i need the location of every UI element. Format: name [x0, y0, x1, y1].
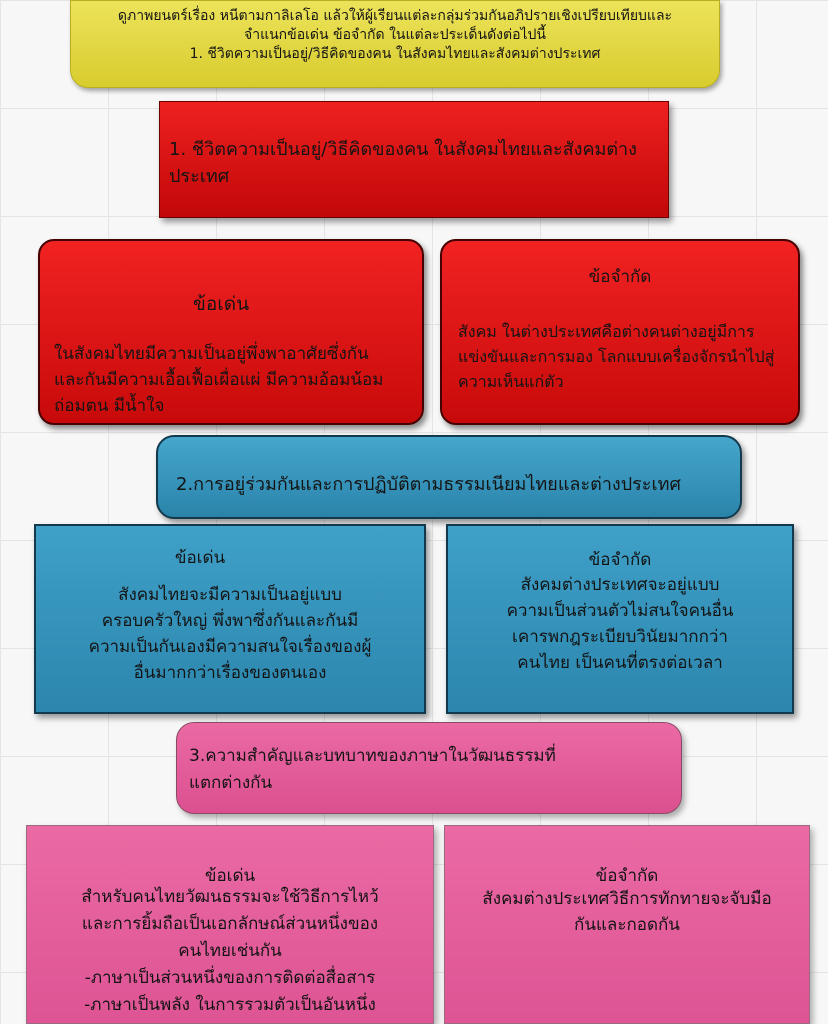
section3-limitation-line: กันและกอดกัน [574, 915, 680, 935]
section2-advantage-line: ครอบครัวใหญ่ พึ่งพาซึ่งกันและกันมี [101, 611, 359, 631]
section1-advantage-box [38, 239, 424, 425]
section3-advantage-line: และการยิ้มถือเป็นเอกลักษณ์ส่วนหนึ่งของ [81, 914, 379, 934]
section2-title-box [156, 435, 742, 519]
section3-advantage-line: คนไทยเช่นกัน [178, 941, 282, 961]
section3-limitation-line: สังคมต่างประเทศวิธีการทักทายจะจับมือ [482, 889, 772, 909]
section3-title-line: แตกต่างกัน [189, 773, 273, 793]
section2-advantage-line: อื่นมากกว่าเรื่องของตนเอง [133, 663, 327, 683]
section3-limitation-heading: ข้อจำกัด [595, 866, 659, 886]
section3-advantage-line: -ภาษาเป็นส่วนหนึ่งของการติดต่อสื่อสาร [84, 968, 376, 988]
section2-limitation-line: ความเป็นส่วนตัวไม่สนใจคนอื่น [506, 601, 734, 621]
section1-limitation-text [458, 319, 774, 394]
section2-limitation-box [446, 524, 794, 714]
section2-advantage-box [34, 524, 426, 714]
section3-limitation-box [444, 825, 810, 1024]
intro-text [71, 7, 719, 64]
section3-advantage-line: -ภาษาเป็นพลัง ในการรวมตัวเป็นอันหนึ่ง [84, 995, 376, 1015]
section1-title: 1. ชีวิตความเป็นอยู่/วิธีคิดของคน ในสังคมไทยและสังคมต่างประเทศ [169, 139, 637, 187]
section2-limitation-line: สังคมต่างประเทศจะอยู่แบบ [520, 575, 720, 595]
section1-title-box [159, 101, 669, 218]
intro-line: ดูภาพยนตร์เรื่อง หนีตามกาลิเลโอ แล้วให้ผู้เรียนแต่ละกลุ่มร่วมกันอภิปรายเชิงเปรียบเทียบและ [117, 8, 673, 24]
section2-limitation-line: เคารพกฎระเบียบวินัยมากกว่า [512, 627, 728, 647]
section1-advantage-heading: ข้อเด่น [192, 293, 250, 315]
section1-advantage-line: และกันมีความเอื้อเฟื้อเผื่อแผ่ มีความอ้อมน้อม [54, 370, 384, 390]
intro-line: 1. ชีวิตความเป็นอยู่/วิธีคิดของคน ในสังคมไทยและสังคมต่างประเทศ [189, 46, 601, 62]
section1-limitation-line: สังคม ในต่างประเทศคือต่างคนต่างอยู่มีการ [458, 322, 755, 341]
section3-title-box [176, 722, 682, 814]
section3-advantage-heading: ข้อเด่น [204, 866, 256, 886]
section1-limitation-line: ความเห็นแก่ตัว [458, 372, 564, 391]
section3-advantage-text [27, 884, 433, 1019]
section1-advantage-line: ในสังคมไทยมีความเป็นอยู่พึ่งพาอาศัยซึ่งกัน [54, 344, 369, 364]
section3-limitation-text [445, 886, 809, 938]
section2-title: 2.การอยู่ร่วมกันและการปฏิบัติตามธรรมเนียมไทยและต่างประเทศ [176, 474, 681, 495]
intro-banner [70, 0, 720, 88]
section3-advantage-line: สำหรับคนไทยวัฒนธรรมจะใช้วิธีการไหว้ [81, 887, 379, 907]
section3-title-line: 3.ความสำคัญและบทบาทของภาษาในวัฒนธรรมที่ [189, 746, 556, 766]
section2-advantage-line: ความเป็นกันเองมีความสนใจเรื่องของผู้ [88, 637, 372, 657]
section2-limitation-heading: ข้อจำกัด [588, 550, 652, 570]
section1-limitation-box [440, 239, 800, 425]
section3-advantage-box [26, 825, 434, 1024]
section1-advantage-text [54, 341, 383, 419]
section2-advantage-text [36, 582, 424, 686]
section1-advantage-line: ถ่อมตน มีน้ำใจ [54, 396, 165, 416]
section1-limitation-line: แข่งขันและการมอง โลกแบบเครื่องจักรนำไปสู่ [458, 347, 775, 366]
section1-limitation-heading: ข้อจำกัด [588, 267, 652, 287]
section2-advantage-line: สังคมไทยจะมีความเป็นอยู่แบบ [118, 585, 342, 605]
section2-advantage-heading: ข้อเด่น [174, 548, 226, 568]
section2-limitation-text [448, 572, 792, 676]
section3-title [189, 743, 671, 797]
intro-line: จำแนกข้อเด่น ข้อจำกัด ในแต่ละประเด็นดังต่อไปนี้ [244, 27, 546, 43]
section2-limitation-line: คนไทย เป็นคนที่ตรงต่อเวลา [517, 653, 723, 673]
